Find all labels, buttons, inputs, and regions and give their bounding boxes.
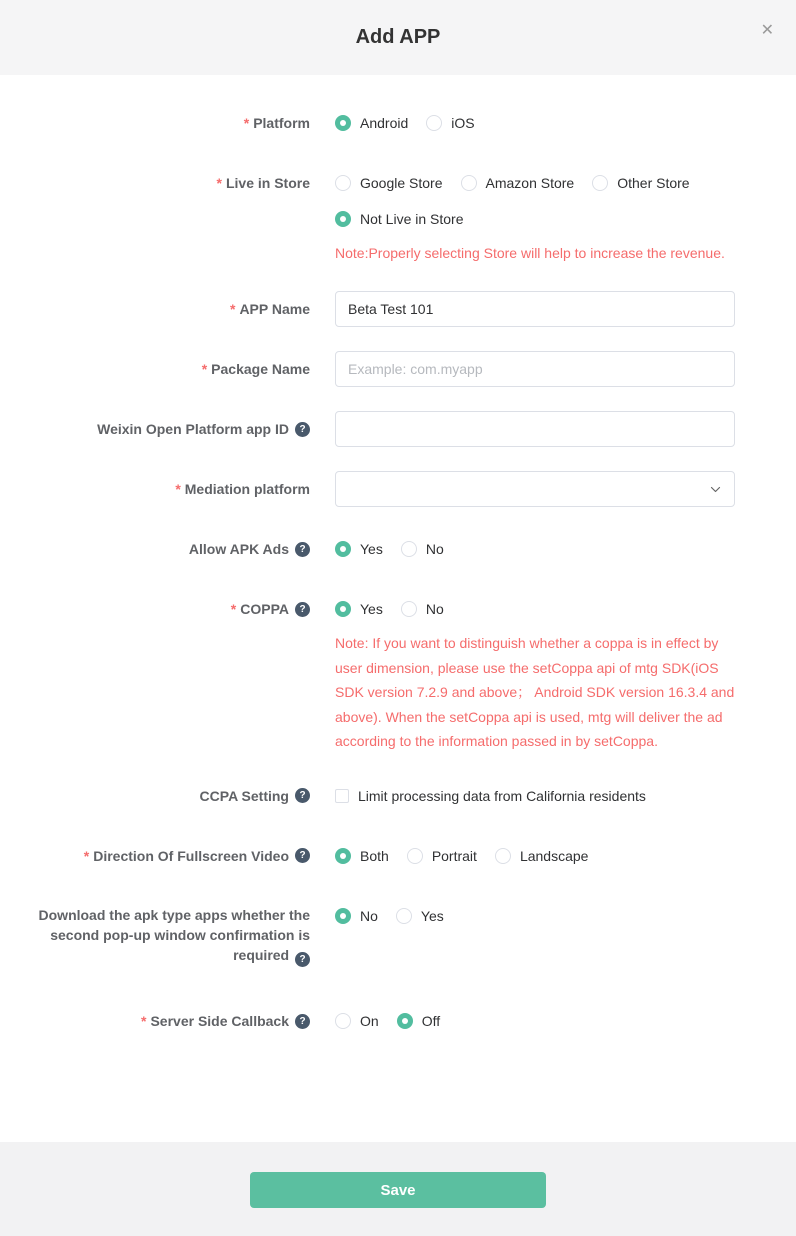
app-name-row bbox=[0, 291, 796, 327]
label-text: Mediation platform bbox=[184, 481, 310, 497]
allow-apk-ads-row bbox=[0, 531, 796, 567]
apk-confirm-label bbox=[0, 898, 310, 968]
label-text: Weixin Open Platform app ID bbox=[97, 421, 289, 437]
required-marker: * bbox=[141, 1013, 147, 1029]
radio-direction-both[interactable]: Both bbox=[335, 848, 389, 864]
radio-icon bbox=[426, 115, 442, 131]
label-text: COPPA bbox=[240, 601, 289, 617]
help-icon[interactable]: ? bbox=[295, 422, 310, 437]
package-name-label bbox=[0, 351, 310, 387]
server-callback-label bbox=[0, 1003, 310, 1039]
radio-callback-on[interactable]: On bbox=[335, 1013, 379, 1029]
add-app-form bbox=[0, 75, 796, 1142]
package-name-row bbox=[0, 351, 796, 387]
fullscreen-direction-row bbox=[0, 838, 796, 874]
radio-apk-confirm-yes[interactable]: Yes bbox=[396, 908, 444, 924]
radio-icon bbox=[461, 175, 477, 191]
fullscreen-direction-label bbox=[0, 838, 310, 874]
label-text: Package Name bbox=[211, 361, 310, 377]
radio-selected-icon bbox=[335, 601, 351, 617]
close-icon[interactable]: ✕ bbox=[760, 22, 774, 39]
radio-google-store[interactable]: Google Store bbox=[335, 175, 443, 191]
radio-icon bbox=[396, 908, 412, 924]
help-icon[interactable]: ? bbox=[295, 788, 310, 803]
label-text: Server Side Callback bbox=[150, 1013, 289, 1029]
mediation-platform-row bbox=[0, 471, 796, 507]
package-name-input[interactable] bbox=[335, 351, 735, 387]
radio-amazon-store[interactable]: Amazon Store bbox=[461, 175, 575, 191]
radio-apk-ads-no[interactable]: No bbox=[401, 541, 444, 557]
ccpa-checkbox[interactable]: Limit processing data from California residents bbox=[335, 788, 646, 804]
radio-icon bbox=[592, 175, 608, 191]
required-marker: * bbox=[243, 115, 250, 131]
platform-row bbox=[0, 105, 796, 141]
apk-confirm-row bbox=[0, 898, 796, 968]
radio-coppa-yes[interactable]: Yes bbox=[335, 601, 383, 617]
radio-icon bbox=[495, 848, 511, 864]
weixin-app-id-input[interactable] bbox=[335, 411, 735, 447]
save-button[interactable]: Save bbox=[250, 1172, 546, 1208]
required-marker: * bbox=[229, 301, 236, 317]
weixin-app-id-label bbox=[0, 411, 310, 447]
label-text: Platform bbox=[253, 115, 310, 131]
live-in-store-label bbox=[0, 165, 310, 201]
label-text: APP Name bbox=[239, 301, 310, 317]
radio-ios[interactable]: iOS bbox=[426, 115, 474, 131]
help-icon[interactable]: ? bbox=[295, 542, 310, 557]
ccpa-row bbox=[0, 778, 796, 814]
store-note: Note:Properly selecting Store will help to increase the revenue. bbox=[335, 245, 725, 261]
platform-label bbox=[0, 105, 310, 141]
help-icon[interactable]: ? bbox=[295, 848, 310, 863]
radio-selected-icon bbox=[335, 908, 351, 924]
help-icon[interactable]: ? bbox=[295, 602, 310, 617]
radio-selected-icon bbox=[335, 115, 351, 131]
modal-title: Add APP bbox=[355, 26, 441, 48]
platform-options bbox=[335, 105, 735, 141]
required-marker: * bbox=[175, 481, 181, 497]
radio-direction-landscape[interactable]: Landscape bbox=[495, 848, 589, 864]
required-marker: * bbox=[201, 361, 208, 377]
radio-selected-icon bbox=[335, 211, 351, 227]
radio-other-store[interactable]: Other Store bbox=[592, 175, 689, 191]
coppa-row bbox=[0, 591, 796, 754]
mediation-platform-label bbox=[0, 471, 310, 507]
label-text: CCPA Setting bbox=[199, 787, 289, 804]
chevron-down-icon bbox=[709, 483, 722, 496]
live-in-store-options bbox=[335, 165, 735, 267]
label-text: Allow APK Ads bbox=[188, 541, 289, 557]
app-name-input[interactable] bbox=[335, 291, 735, 327]
ccpa-label bbox=[0, 778, 310, 814]
live-in-store-row bbox=[0, 165, 796, 267]
radio-icon bbox=[335, 175, 351, 191]
radio-not-live-in-store[interactable]: Not Live in Store bbox=[335, 211, 464, 227]
radio-selected-icon bbox=[335, 848, 351, 864]
radio-direction-portrait[interactable]: Portrait bbox=[407, 848, 477, 864]
required-marker: * bbox=[230, 601, 237, 617]
coppa-label bbox=[0, 591, 310, 627]
radio-android[interactable]: Android bbox=[335, 115, 408, 131]
modal-header bbox=[0, 0, 796, 75]
modal-footer bbox=[0, 1142, 796, 1236]
checkbox-icon bbox=[335, 789, 349, 803]
label-text: Direction Of Fullscreen Video bbox=[93, 847, 289, 864]
radio-apk-confirm-no[interactable]: No bbox=[335, 908, 378, 924]
radio-callback-off[interactable]: Off bbox=[397, 1013, 440, 1029]
radio-icon bbox=[407, 848, 423, 864]
weixin-app-id-row bbox=[0, 411, 796, 447]
radio-icon bbox=[335, 1013, 351, 1029]
radio-coppa-no[interactable]: No bbox=[401, 601, 444, 617]
coppa-note: Note: If you want to distinguish whether a coppa is in effect by user dimension, please use the setCoppa api of mtg SDK(iOS SDK version 7.2.9 and above； Android SDK version 16.3.4 and above). When the setCoppa api is used, mtg will deliver the ad according to the information passed in by setCoppa. bbox=[335, 635, 735, 749]
required-marker: * bbox=[216, 175, 222, 191]
radio-selected-icon bbox=[335, 541, 351, 557]
allow-apk-ads-label bbox=[0, 531, 310, 567]
label-text: Download the apk type apps whether the second pop-up window confirmation is required bbox=[38, 906, 310, 963]
app-name-label bbox=[0, 291, 310, 327]
help-icon[interactable]: ? bbox=[295, 1014, 310, 1029]
server-callback-row bbox=[0, 1003, 796, 1039]
radio-selected-icon bbox=[397, 1013, 413, 1029]
radio-apk-ads-yes[interactable]: Yes bbox=[335, 541, 383, 557]
radio-icon bbox=[401, 541, 417, 557]
help-icon[interactable]: ? bbox=[295, 952, 310, 967]
label-text: Live in Store bbox=[225, 175, 310, 191]
mediation-platform-select[interactable] bbox=[335, 471, 735, 507]
required-marker: * bbox=[83, 847, 90, 864]
radio-icon bbox=[401, 601, 417, 617]
